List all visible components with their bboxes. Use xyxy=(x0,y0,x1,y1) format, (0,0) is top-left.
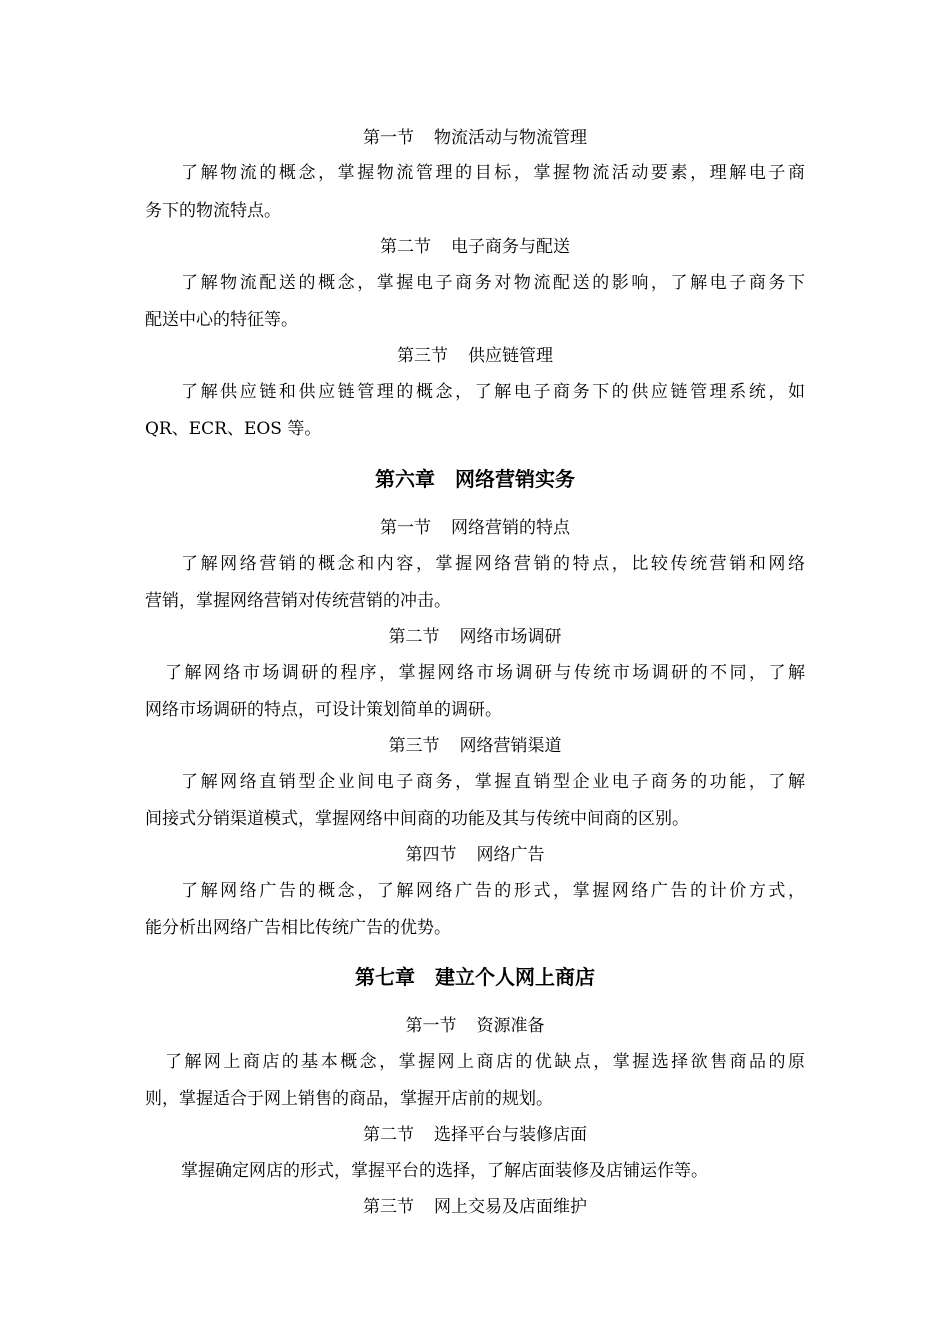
section-heading xyxy=(145,127,805,149)
paragraph-line: 营销，掌握网络营销对传统营销的冲击。 xyxy=(145,591,451,611)
section-heading xyxy=(145,345,805,367)
paragraph-line: 了解供应链和供应链管理的概念，了解电子商务下的供应链管理系统，如 xyxy=(181,382,805,402)
section-number: 第二节 xyxy=(380,237,431,257)
chapter-title: 建立个人网上商店 xyxy=(435,965,595,989)
paragraph-line: 则，掌握适合于网上销售的商品，掌握开店前的规划。 xyxy=(145,1089,553,1109)
section-heading xyxy=(145,1124,805,1146)
chapter-heading xyxy=(145,466,805,492)
chapter-heading xyxy=(145,964,805,990)
section-title: 资源准备 xyxy=(476,1016,545,1036)
section-title: 网络营销的特点 xyxy=(451,518,570,538)
section-number: 第四节 xyxy=(405,845,457,865)
paragraph-line: 了解网络营销的概念和内容，掌握网络营销的特点，比较传统营销和网络 xyxy=(181,554,805,574)
paragraph-line: 网络市场调研的特点，可设计策划简单的调研。 xyxy=(145,700,502,720)
section-heading xyxy=(145,1015,805,1037)
section-number: 第一节 xyxy=(405,1016,457,1036)
paragraph-line: 务下的物流特点。 xyxy=(145,201,281,221)
chapter-number: 第七章 xyxy=(355,965,415,989)
section-number: 第三节 xyxy=(363,1197,414,1217)
paragraph-line: 了解网上商店的基本概念，掌握网上商店的优缺点，掌握选择欲售商品的原 xyxy=(165,1052,805,1072)
section-number: 第一节 xyxy=(380,518,431,538)
paragraph-line: 了解物流配送的概念，掌握电子商务对物流配送的影响，了解电子商务下 xyxy=(181,273,805,293)
paragraph-line: 了解网络直销型企业间电子商务，掌握直销型企业电子商务的功能，了解 xyxy=(181,772,805,792)
paragraph-line: 间接式分销渠道模式，掌握网络中间商的功能及其与传统中间商的区别。 xyxy=(145,809,689,829)
section-title: 网络市场调研 xyxy=(459,627,562,647)
section-heading xyxy=(145,735,805,757)
paragraph-line: 能分析出网络广告相比传统广告的优势。 xyxy=(145,918,451,938)
section-title: 选择平台与装修店面 xyxy=(434,1125,587,1145)
paragraph-line: 了解网络市场调研的程序，掌握网络市场调研与传统市场调研的不同，了解 xyxy=(165,663,805,683)
section-title: 网上交易及店面维护 xyxy=(434,1197,587,1217)
chapter-title: 网络营销实务 xyxy=(455,467,575,491)
section-heading xyxy=(145,236,805,258)
section-heading xyxy=(145,626,805,648)
section-number: 第二节 xyxy=(388,627,440,647)
chapter-number: 第六章 xyxy=(375,467,435,491)
section-heading xyxy=(145,844,805,866)
section-number: 第二节 xyxy=(363,1125,414,1145)
section-title: 供应链管理 xyxy=(468,346,553,366)
section-title: 物流活动与物流管理 xyxy=(434,128,587,148)
section-title: 网络营销渠道 xyxy=(459,736,562,756)
section-title: 电子商务与配送 xyxy=(451,237,570,257)
paragraph-line: 了解网络广告的概念，了解网络广告的形式，掌握网络广告的计价方式， xyxy=(181,881,805,901)
section-number: 第一节 xyxy=(363,128,414,148)
paragraph-line: 了解物流的概念，掌握物流管理的目标，掌握物流活动要素，理解电子商 xyxy=(181,163,805,183)
section-heading xyxy=(145,517,805,539)
paragraph-line: 配送中心的特征等。 xyxy=(145,310,298,330)
section-heading xyxy=(145,1196,805,1218)
section-number: 第三节 xyxy=(397,346,448,366)
section-title: 网络广告 xyxy=(476,845,545,865)
paragraph-line: QR、ECR、EOS 等。 xyxy=(145,419,322,439)
section-number: 第三节 xyxy=(388,736,440,756)
paragraph-line: 掌握确定网店的形式，掌握平台的选择，了解店面装修及店铺运作等。 xyxy=(181,1161,708,1181)
